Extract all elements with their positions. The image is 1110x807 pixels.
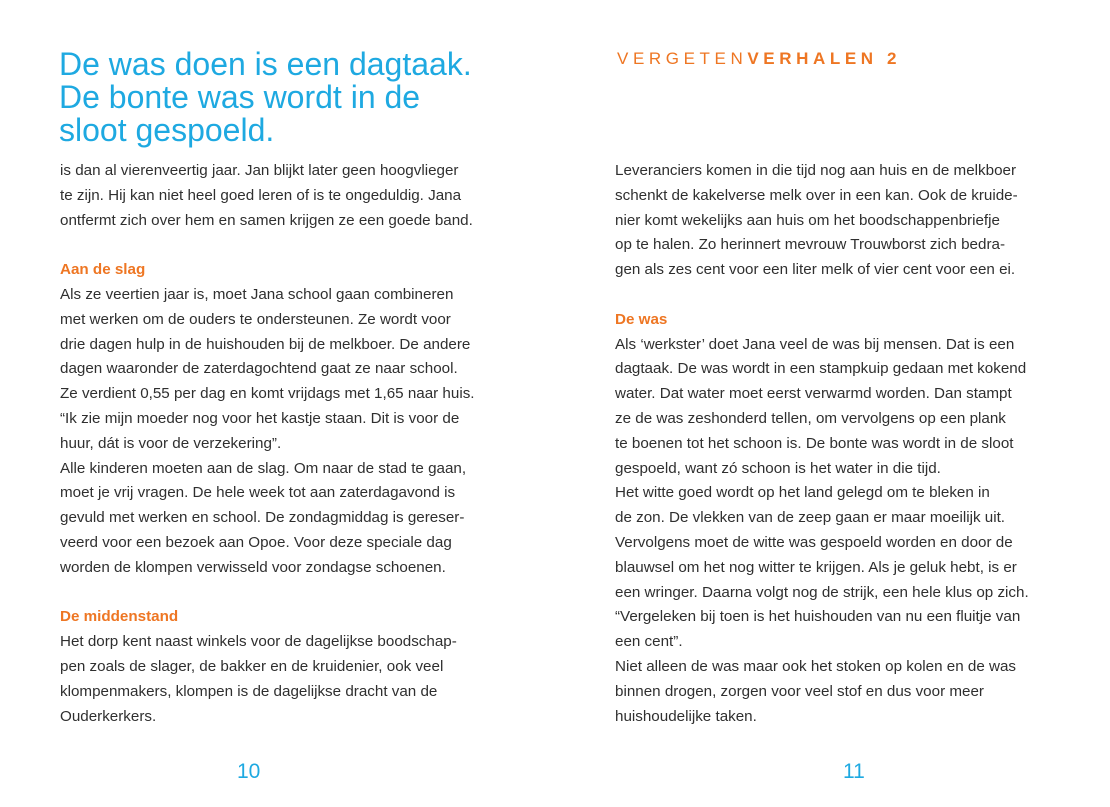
pull-quote-line: De was doen is een dagtaak. — [59, 46, 472, 82]
left-body-text — [60, 159, 520, 729]
body-line: te boenen tot het schoon is. De bonte was wordt in de sloot — [615, 434, 1014, 452]
body-line: “Ik zie mijn moeder nog voor het kastje staan. Dit is voor de — [60, 409, 460, 427]
pull-quote-line: De bonte was wordt in de — [59, 79, 421, 115]
body-line: huur, dát is voor de verzekering”. — [60, 434, 282, 452]
body-line: binnen drogen, zorgen voor veel stof en dus voor meer — [615, 682, 984, 700]
body-line: ontfermt zich over hem en samen krijgen ze een goede band. — [60, 211, 473, 229]
body-line: Het witte goed wordt op het land gelegd om te bleken in — [615, 484, 990, 502]
section-heading-de-middenstand: De middenstand — [60, 608, 179, 626]
body-line: met werken om de ouders te ondersteunen. Ze wordt voor — [60, 310, 451, 328]
body-line: Ze verdient 0,55 per dag en komt vrijdags met 1,65 naar huis. — [60, 385, 475, 403]
body-line: nier komt wekelijks aan huis om het boodschappenbriefje — [615, 211, 1000, 229]
body-line: dagen waaronder de zaterdagochtend gaat ze naar school. — [60, 360, 458, 378]
body-line: een wringer. Daarna volgt nog de strijk, een hele klus op zich. — [615, 583, 1029, 601]
body-line: een cent”. — [615, 633, 683, 651]
page-number-left: 10 — [237, 760, 261, 783]
body-line: moet je vrij vragen. De hele week tot aan zaterdagavond is — [60, 484, 456, 502]
body-line: pen zoals de slager, de bakker en de kruidenier, ook veel — [60, 657, 444, 675]
body-line: gespoeld, want zó schoon is het water in die tijd. — [615, 459, 941, 477]
pull-quote — [59, 48, 519, 147]
body-line: Als ze veertien jaar is, moet Jana school gaan combineren — [60, 285, 454, 303]
body-line: gevuld met werken en school. De zondagmiddag is gereser- — [60, 509, 465, 527]
running-header — [617, 49, 901, 69]
body-line: de zon. De vlekken van de zeep gaan er maar moeilijk uit. — [615, 509, 1006, 527]
body-line: drie dagen hulp in de huishouden bij de melkboer. De andere — [60, 335, 471, 353]
body-line: Alle kinderen moeten aan de slag. Om naar de stad te gaan, — [60, 459, 467, 477]
body-line: ze de was zeshonderd tellen, om vervolgens op een plank — [615, 409, 1006, 427]
body-line: Leveranciers komen in die tijd nog aan huis en de melkboer — [615, 162, 1017, 179]
body-line: Niet alleen de was maar ook het stoken op kolen en de was — [615, 657, 1017, 675]
section-heading-de-was: De was — [615, 310, 668, 328]
body-line: te zijn. Hij kan niet heel goed leren of is te ongeduldig. Jana — [60, 186, 462, 204]
header-bold-text: VERHALEN 2 — [747, 49, 902, 68]
body-line: huishoudelijke taken. — [615, 707, 757, 725]
body-line: Als ‘werkster’ doet Jana veel de was bij mensen. Dat is een — [615, 335, 1015, 353]
pull-quote-line: sloot gespoeld. — [59, 112, 275, 148]
body-line: gen als zes cent voor een liter melk of vier cent voor een ei. — [615, 261, 1016, 279]
body-line: dagtaak. De was wordt in een stampkuip gedaan met kokend — [615, 360, 1027, 378]
body-line: klompenmakers, klompen is de dagelijkse dracht van de — [60, 682, 438, 700]
body-line: veerd voor een bezoek aan Opoe. Voor deze speciale dag — [60, 533, 452, 551]
header-light-text: VERGETEN — [617, 49, 748, 68]
body-line: op te halen. Zo herinnert mevrouw Trouwborst zich bedra- — [615, 236, 1006, 254]
right-body-text — [615, 159, 1075, 729]
section-heading-aan-de-slag: Aan de slag — [60, 261, 146, 279]
body-line: blauwsel om het nog witter te krijgen. Als je geluk hebt, is er — [615, 558, 1017, 576]
body-line: Het dorp kent naast winkels voor de dagelijkse boodschap- — [60, 633, 457, 651]
page-number-right: 11 — [843, 760, 865, 783]
body-line: “Vergeleken bij toen is het huishouden van nu een fluitje van — [615, 608, 1021, 626]
body-line: worden de klompen verwisseld voor zondagse schoenen. — [60, 558, 446, 576]
body-line: schenkt de kakelverse melk over in een kan. Ook de kruide- — [615, 186, 1018, 204]
body-line: Vervolgens moet de witte was gespoeld worden en door de — [615, 533, 1013, 551]
body-line: Ouderkerkers. — [60, 707, 157, 725]
body-line: water. Dat water moet eerst verwarmd worden. Dan stampt — [615, 385, 1012, 403]
body-line: is dan al vierenveertig jaar. Jan blijkt later geen hoogvlieger — [60, 162, 459, 179]
right-page — [555, 0, 1110, 807]
